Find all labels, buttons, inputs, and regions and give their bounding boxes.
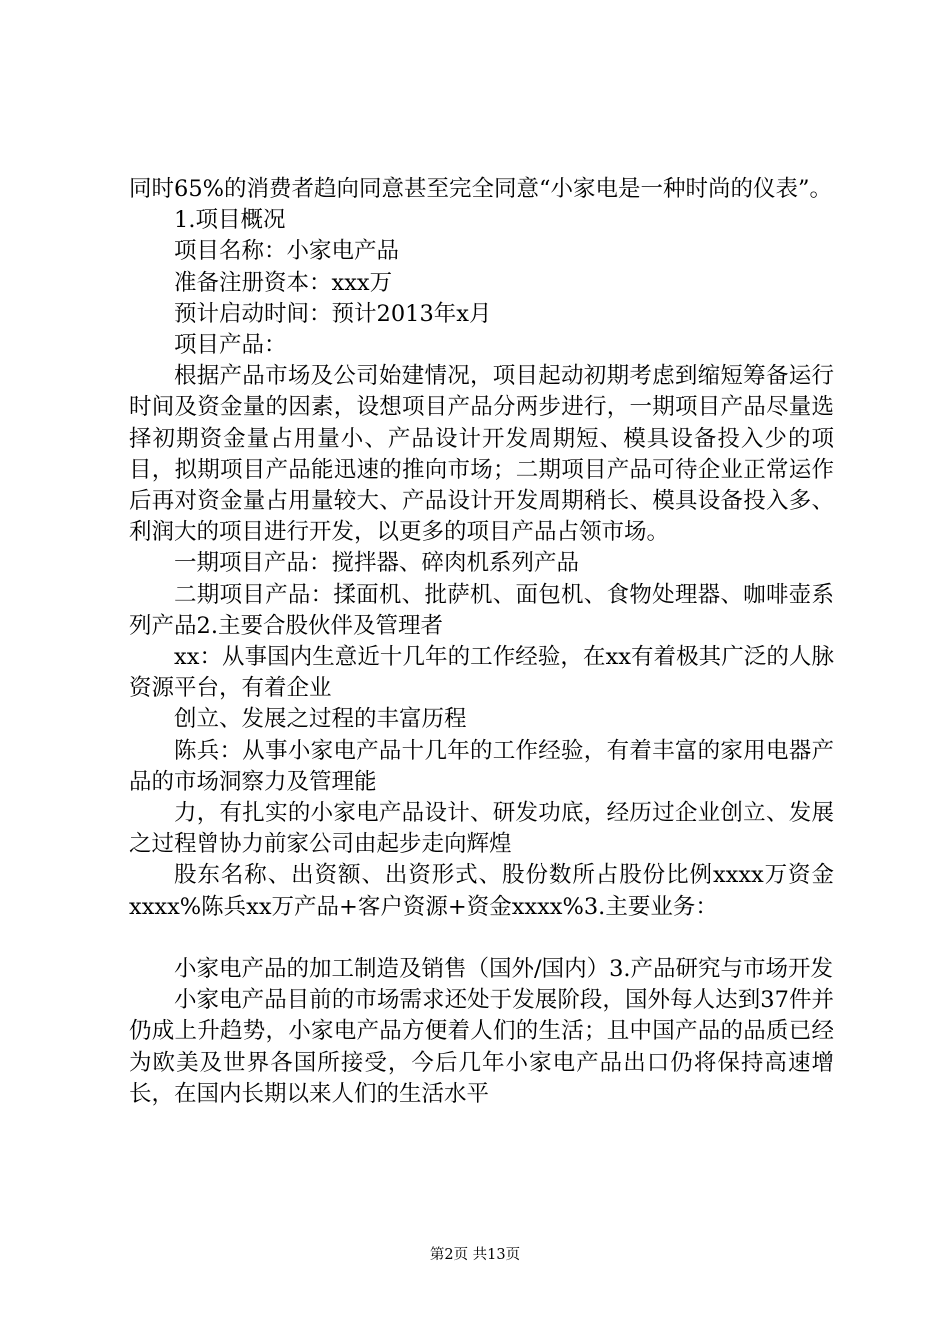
paragraph-shareholders: 股东名称、出资额、出资形式、股份数所占股份比例xxxx万资金xxxx%陈兵xx万产品+客户资源+资金xxxx%3.主要业务： (129, 862, 834, 920)
paragraph-market-development: 小家电产品目前的市场需求还处于发展阶段，国外每人达到37件并仍成上升趋势，小家电产品方便着人们的生活；且中国产品的品质已经为欧美及世界各国所接受，今后几年小家电产品出口仍将保持高速增长，在国内长期以来人们的生活水平 (129, 987, 834, 1107)
paragraph-partner-xx-cont: 创立、发展之过程的丰富历程 (174, 706, 467, 733)
paragraph-partner-xx: xx：从事国内生意近十几年的工作经验，在xx有着极其广泛的人脉资源平台，有着企业 (129, 644, 834, 702)
paragraph-phase-one: 一期项目产品：搅拌器、碎肉机系列产品 (174, 550, 580, 577)
paragraph-project-products-label: 项目产品： (174, 332, 287, 359)
paragraph-project-name: 项目名称：小家电产品 (174, 238, 400, 265)
paragraph-partner-chenbing: 陈兵：从事小家电产品十几年的工作经验，有着丰富的家用电器产品的市场洞察力及管理能 (129, 737, 834, 795)
page-footer: 第2页 共13页 (429, 1247, 521, 1263)
document-body (129, 174, 834, 1110)
paragraph-intro: 同时65%的消费者趋向同意甚至完全同意“小家电是一种时尚的仪表”。 (129, 176, 833, 202)
paragraph-phase-two: 二期项目产品：揉面机、批萨机、面包机、食物处理器、咖啡壶系列产品2.主要合股伙伴及管理者 (129, 581, 834, 639)
paragraph-partner-chenbing-cont: 力，有扎实的小家电产品设计、研发功底，经历过企业创立、发展之过程曾协力前家公司由起步走向辉煌 (129, 800, 834, 858)
paragraph-main-business: 小家电产品的加工制造及销售（国外/国内）3.产品研究与市场开发 (174, 956, 834, 983)
paragraph-start-time: 预计启动时间：预计2013年x月 (174, 300, 492, 327)
heading-project-overview: 1.项目概况 (174, 207, 286, 234)
paragraph-product-plan: 根据产品市场及公司始建情况，项目起动初期考虑到缩短筹备运行时间及资金量的因素，设想项目产品分两步进行，一期项目产品尽量选择初期资金量占用量小、产品设计开发周期短、模具设备投入少的项目，拟期项目产品能迅速的推向市场；二期项目产品可待企业正常运作后再对资金量占用量较大、产品设计开发周期稍长、模具设备投入多、利润大的项目进行开发，以更多的项目产品占领市场。 (129, 363, 834, 546)
paragraph-registered-capital: 准备注册资本：xxx万 (174, 269, 393, 296)
